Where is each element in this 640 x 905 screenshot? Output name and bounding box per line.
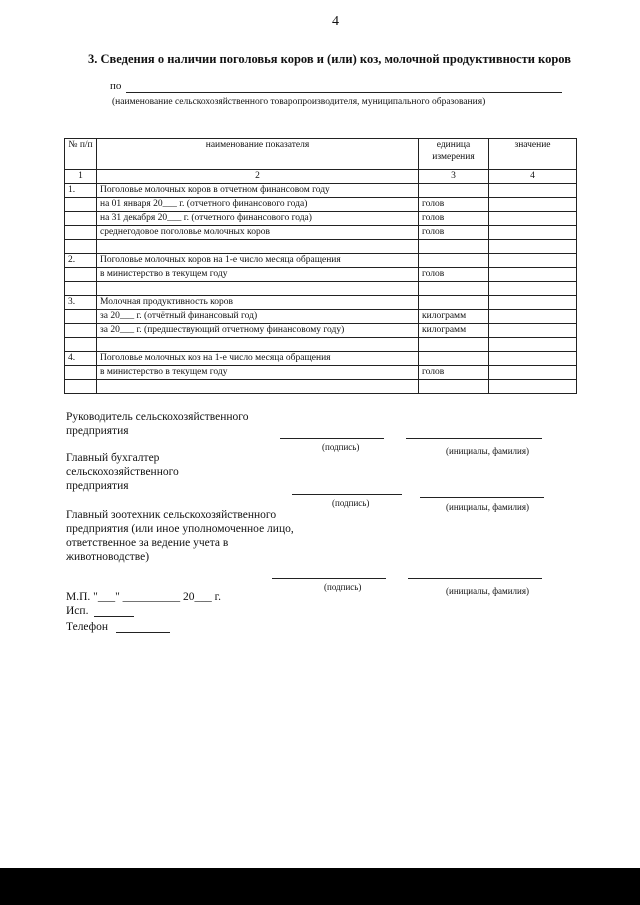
row-name-cell: Поголовье молочных коров в отчетном финансовом году	[97, 184, 419, 198]
table-row	[65, 198, 577, 212]
table-row	[65, 310, 577, 324]
row-value-cell[interactable]	[489, 198, 577, 212]
po-label: по	[110, 80, 122, 92]
accountant-label: Главный бухгалтер сельскохозяйственного предприятия	[66, 452, 179, 492]
page-number: 4	[332, 14, 339, 29]
row-value-cell[interactable]	[489, 184, 577, 198]
row-num-cell: 3.	[65, 296, 97, 310]
table-row	[65, 380, 577, 394]
row-name-cell: за 20___ г. (предшествующий отчетному финансовому году)	[97, 324, 419, 338]
row-name-cell: среднегодовое поголовье молочных коров	[97, 226, 419, 240]
row-value-cell[interactable]	[489, 338, 577, 352]
table-row	[65, 282, 577, 296]
row-unit-cell	[419, 240, 489, 254]
row-name-cell	[97, 380, 419, 394]
row-num-cell: 2.	[65, 254, 97, 268]
head-signature-line[interactable]	[280, 438, 384, 439]
table-row	[65, 296, 577, 310]
row-unit-cell	[419, 296, 489, 310]
head-initials-line[interactable]	[406, 438, 542, 439]
row-num-cell	[65, 268, 97, 282]
header-unit: единица измерения	[419, 139, 489, 170]
col-number-2: 2	[97, 170, 419, 184]
row-value-cell[interactable]	[489, 226, 577, 240]
row-value-cell[interactable]	[489, 212, 577, 226]
zootech-signature-line[interactable]	[272, 578, 386, 579]
section-title: 3. Сведения о наличии поголовья коров и (или) коз, молочной продуктивности коров	[88, 52, 571, 66]
row-value-cell[interactable]	[489, 268, 577, 282]
row-unit-cell: голов	[419, 212, 489, 226]
header-num: № п/п	[65, 139, 97, 170]
row-unit-cell: голов	[419, 198, 489, 212]
row-num-cell	[65, 198, 97, 212]
row-value-cell[interactable]	[489, 282, 577, 296]
table-row	[65, 226, 577, 240]
row-value-cell[interactable]	[489, 352, 577, 366]
row-name-cell: на 01 января 20___ г. (отчетного финансового года)	[97, 198, 419, 212]
head-label: Руководитель сельскохозяйственного предприятия	[66, 411, 249, 437]
row-unit-cell: голов	[419, 268, 489, 282]
row-name-cell: в министерство в текущем году	[97, 268, 419, 282]
row-unit-cell	[419, 184, 489, 198]
row-name-cell	[97, 240, 419, 254]
table-row	[65, 268, 577, 282]
row-unit-cell: голов	[419, 226, 489, 240]
row-unit-cell: килограмм	[419, 324, 489, 338]
row-name-cell: Поголовье молочных коров на 1-е число месяца обращения	[97, 254, 419, 268]
row-num-cell	[65, 240, 97, 254]
row-value-cell[interactable]	[489, 366, 577, 380]
row-unit-cell	[419, 380, 489, 394]
isp-label: Исп.	[66, 605, 89, 617]
col-number-3: 3	[419, 170, 489, 184]
table-header-row	[65, 139, 577, 170]
row-num-cell	[65, 310, 97, 324]
row-name-cell	[97, 282, 419, 296]
row-unit-cell	[419, 254, 489, 268]
row-num-cell	[65, 282, 97, 296]
scan-bottom-border	[0, 868, 640, 905]
header-value: значение	[489, 139, 577, 170]
po-fill-line[interactable]	[126, 92, 562, 93]
row-num-cell	[65, 380, 97, 394]
header-name: наименование показателя	[97, 139, 419, 170]
mp-line: М.П. "___" __________ 20___ г.	[66, 591, 221, 603]
accountant-signature-caption: (подпись)	[332, 498, 370, 508]
table-row	[65, 324, 577, 338]
zootech-label: Главный зоотехник сельскохозяйственного предприятия (или иное уполномоченное лицо, ответственное за ведение учета в животноводстве)	[66, 509, 294, 563]
phone-fill-line[interactable]	[116, 632, 170, 633]
head-initials-caption: (инициалы, фамилия)	[446, 446, 529, 456]
row-name-cell	[97, 338, 419, 352]
row-value-cell[interactable]	[489, 254, 577, 268]
row-value-cell[interactable]	[489, 310, 577, 324]
row-num-cell	[65, 212, 97, 226]
accountant-initials-caption: (инициалы, фамилия)	[446, 502, 529, 512]
accountant-initials-line[interactable]	[420, 497, 544, 498]
row-unit-cell	[419, 282, 489, 296]
zootech-initials-line[interactable]	[408, 578, 542, 579]
table-row	[65, 254, 577, 268]
row-name-cell: в министерство в текущем году	[97, 366, 419, 380]
head-signature-caption: (подпись)	[322, 442, 360, 452]
column-number-row	[65, 170, 577, 184]
row-unit-cell	[419, 338, 489, 352]
row-num-cell	[65, 338, 97, 352]
data-table	[64, 138, 577, 394]
table-row	[65, 184, 577, 198]
row-unit-cell	[419, 352, 489, 366]
accountant-signature-line[interactable]	[292, 494, 402, 495]
row-value-cell[interactable]	[489, 380, 577, 394]
table-row	[65, 352, 577, 366]
po-caption: (наименование сельскохозяйственного товаропроизводителя, муниципального образования)	[112, 97, 486, 107]
row-num-cell	[65, 324, 97, 338]
isp-fill-line[interactable]	[94, 616, 134, 617]
phone-label: Телефон	[66, 621, 109, 633]
row-name-cell: на 31 декабря 20___ г. (отчетного финансового года)	[97, 212, 419, 226]
row-num-cell: 4.	[65, 352, 97, 366]
row-unit-cell: килограмм	[419, 310, 489, 324]
row-name-cell: за 20___ г. (отчётный финансовый год)	[97, 310, 419, 324]
row-num-cell	[65, 366, 97, 380]
zootech-signature-caption: (подпись)	[324, 582, 362, 592]
table-row	[65, 338, 577, 352]
table-row	[65, 212, 577, 226]
col-number-4: 4	[489, 170, 577, 184]
col-number-1: 1	[65, 170, 97, 184]
row-value-cell[interactable]	[489, 240, 577, 254]
row-num-cell	[65, 226, 97, 240]
row-value-cell[interactable]	[489, 324, 577, 338]
row-num-cell: 1.	[65, 184, 97, 198]
row-name-cell: Поголовье молочных коз на 1-е число месяца обращения	[97, 352, 419, 366]
table-row	[65, 366, 577, 380]
table-row	[65, 240, 577, 254]
zootech-initials-caption: (инициалы, фамилия)	[446, 586, 529, 596]
row-value-cell[interactable]	[489, 296, 577, 310]
row-name-cell: Молочная продуктивность коров	[97, 296, 419, 310]
row-unit-cell: голов	[419, 366, 489, 380]
